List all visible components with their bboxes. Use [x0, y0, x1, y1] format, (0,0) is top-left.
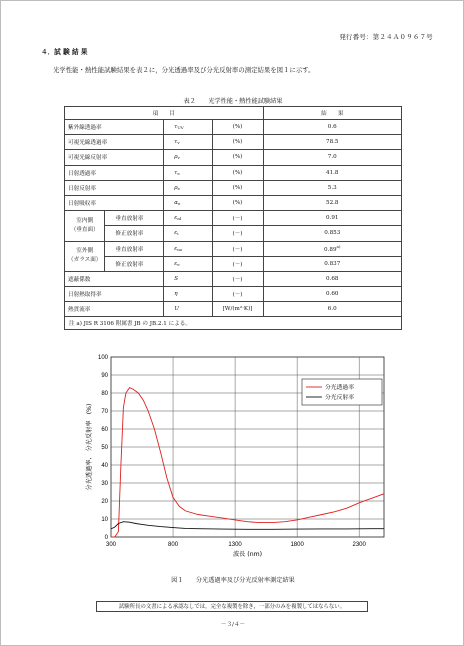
- row-unit: (%): [212, 135, 263, 150]
- value-note: a): [336, 244, 341, 250]
- table-caption: 表２ 光学性能・熱性能試験結果: [183, 98, 283, 105]
- symbol-sub: UV: [177, 125, 184, 131]
- symbol-main: ρ: [174, 184, 178, 191]
- value-text: 0.6: [327, 124, 337, 131]
- x-tick-label: 1800: [290, 542, 304, 548]
- row-unit: (－): [212, 271, 263, 286]
- table-row: [65, 165, 402, 180]
- y-tick-label: 50: [101, 445, 108, 451]
- value-text: 0.68: [326, 275, 339, 282]
- row-value: [263, 271, 401, 286]
- row-unit: (－): [212, 226, 263, 241]
- y-tick-label: 80: [101, 391, 108, 397]
- row-symbol: [164, 165, 212, 180]
- y-tick-label: 0: [104, 535, 108, 541]
- row-unit: (%): [212, 180, 263, 195]
- value-text: 7.0: [327, 154, 337, 161]
- row-unit: (%): [212, 165, 263, 180]
- row-symbol: [164, 302, 212, 317]
- row-symbol: [164, 271, 212, 286]
- figure-caption: 図１ 分光透過率及び分光反射率測定結果: [171, 577, 295, 584]
- row-symbol: [164, 241, 212, 256]
- group-label: [65, 241, 105, 271]
- symbol-sub: e: [177, 170, 180, 176]
- table-row: [65, 120, 402, 135]
- group-label: [65, 211, 105, 241]
- x-axis-label: 波長 (nm): [232, 551, 263, 558]
- symbol-main: S: [174, 275, 179, 282]
- symbol-main: ε: [174, 230, 178, 237]
- row-value: [263, 226, 401, 241]
- row-unit: (－): [212, 241, 263, 256]
- row-value: [263, 180, 401, 195]
- row-value: [263, 195, 401, 210]
- value-text: 52.8: [326, 200, 339, 207]
- symbol-main: τ: [174, 139, 178, 146]
- y-tick-label: 100: [97, 355, 108, 361]
- symbol-main: ρ: [174, 154, 178, 161]
- row-unit: (%): [212, 195, 263, 210]
- table-row: [65, 302, 402, 317]
- value-text: 41.8: [326, 169, 339, 176]
- symbol-sub: no: [177, 246, 183, 252]
- group-sub: （ガラス面）: [68, 257, 102, 264]
- x-tick-label: 300: [105, 542, 117, 548]
- results-table: [64, 106, 402, 317]
- row-symbol: [164, 135, 212, 150]
- symbol-main: ε: [174, 260, 178, 267]
- y-tick-label: 90: [101, 373, 108, 379]
- value-text: 0.837: [324, 260, 341, 267]
- page-number: －３/４－: [220, 622, 246, 628]
- x-tick-label: 800: [168, 542, 179, 548]
- symbol-main: ε: [174, 245, 178, 252]
- symbol-sub: i: [177, 231, 179, 237]
- y-tick-label: 30: [101, 481, 108, 487]
- value-text: 0.89: [324, 247, 337, 254]
- table-row: [65, 211, 402, 226]
- table-row: [65, 195, 402, 210]
- symbol-main: τ: [174, 169, 178, 176]
- row-name: 熱貫流率: [65, 302, 164, 317]
- group-name: 室内側: [76, 217, 94, 224]
- header-result: 結 果: [263, 107, 401, 120]
- symbol-sub: v: [177, 155, 180, 161]
- row-unit: [W/(m²·K)]: [212, 302, 263, 317]
- row-symbol: [164, 226, 212, 241]
- table-header-row: [65, 107, 402, 120]
- legend-label: 分光透過率: [325, 385, 354, 391]
- section-title: ４．試 験 結 果: [41, 48, 88, 56]
- row-unit: (－): [212, 287, 263, 302]
- symbol-sub: e: [177, 261, 180, 267]
- row-value: [263, 302, 401, 317]
- y-tick-label: 10: [101, 517, 108, 523]
- table-row: [65, 287, 402, 302]
- symbol-main: ε: [174, 215, 178, 222]
- legend-label: 分光反射率: [325, 395, 354, 401]
- value-text: 0.91: [326, 215, 339, 222]
- y-tick-label: 40: [101, 463, 108, 469]
- table-row: [65, 226, 402, 241]
- row-unit: (－): [212, 211, 263, 226]
- row-symbol: [164, 211, 212, 226]
- symbol-sub: v: [177, 140, 180, 146]
- table-row: [65, 271, 402, 286]
- row-symbol: [164, 287, 212, 302]
- table-row: [65, 150, 402, 165]
- row-value: [263, 241, 401, 256]
- value-text: 78.5: [326, 139, 339, 146]
- y-tick-label: 70: [101, 409, 108, 415]
- symbol-main: τ: [174, 124, 178, 131]
- row-value: [263, 256, 401, 271]
- x-tick-label: 1300: [228, 542, 242, 548]
- header-item: 項 目: [65, 107, 264, 120]
- symbol-sub: nl: [177, 216, 182, 222]
- row-value: [263, 135, 401, 150]
- value-text: 6.0: [327, 306, 337, 313]
- table-row: [65, 135, 402, 150]
- section-intro: 光学性能・熱性能試験結果を表２に，分光透過率及び分光反射率の測定結果を図１に示す。: [53, 66, 315, 74]
- y-axis-label: 分光透過率, 分光反射率 (%): [86, 403, 93, 491]
- y-tick-label: 20: [101, 499, 108, 505]
- y-tick-label: 60: [101, 427, 108, 433]
- table-note: 注 a) JIS R 3106 附属書 JB の JB.2.1 による。: [64, 317, 402, 330]
- row-name: 修正放射率: [105, 256, 164, 271]
- symbol-main: α: [174, 200, 179, 207]
- row-unit: (%): [212, 150, 263, 165]
- symbol-main: U: [174, 306, 179, 313]
- row-symbol: [164, 195, 212, 210]
- symbol-sub: e: [177, 185, 180, 191]
- x-tick-label: 2300: [352, 542, 366, 548]
- value-text: 0.60: [326, 291, 339, 298]
- value-text: 0.853: [324, 230, 341, 237]
- row-symbol: [164, 180, 212, 195]
- copy-notice: 試験所長の文書による承認なしでは，完全な複製を除き，一部分のみを複製してはならない。: [96, 601, 368, 612]
- legend-box: [302, 379, 382, 405]
- row-name: 修正放射率: [105, 226, 164, 241]
- table-row: [65, 241, 402, 256]
- row-name: 垂直放射率: [105, 241, 164, 256]
- row-value: [263, 165, 401, 180]
- row-name: 日射吸収率: [65, 195, 164, 210]
- row-name: 遮蔽係数: [65, 271, 164, 286]
- row-value: [263, 120, 401, 135]
- symbol-main: η: [174, 291, 178, 298]
- spectral-chart: [61, 349, 391, 564]
- row-name: 可視光線透過率: [65, 135, 164, 150]
- value-text: 5.3: [327, 184, 337, 191]
- row-value: [263, 287, 401, 302]
- symbol-sub: e: [178, 201, 181, 207]
- row-name: 日射反射率: [65, 180, 164, 195]
- row-unit: (－): [212, 256, 263, 271]
- row-symbol: [164, 150, 212, 165]
- row-name: 日射透過率: [65, 165, 164, 180]
- table-row: [65, 256, 402, 271]
- row-name: 可視光線反射率: [65, 150, 164, 165]
- row-value: [263, 211, 401, 226]
- row-name: 紫外線透過率: [65, 120, 164, 135]
- table-row: [65, 180, 402, 195]
- row-unit: (%): [212, 120, 263, 135]
- row-name: 垂直放射率: [105, 211, 164, 226]
- row-symbol: [164, 120, 212, 135]
- row-value: [263, 150, 401, 165]
- group-name: 室外側: [76, 248, 94, 255]
- issue-number: 発行番号：第２４Ａ０９６７号: [339, 33, 433, 41]
- row-name: 日射熱取得率: [65, 287, 164, 302]
- row-symbol: [164, 256, 212, 271]
- group-sub: （垂直面）: [70, 226, 99, 233]
